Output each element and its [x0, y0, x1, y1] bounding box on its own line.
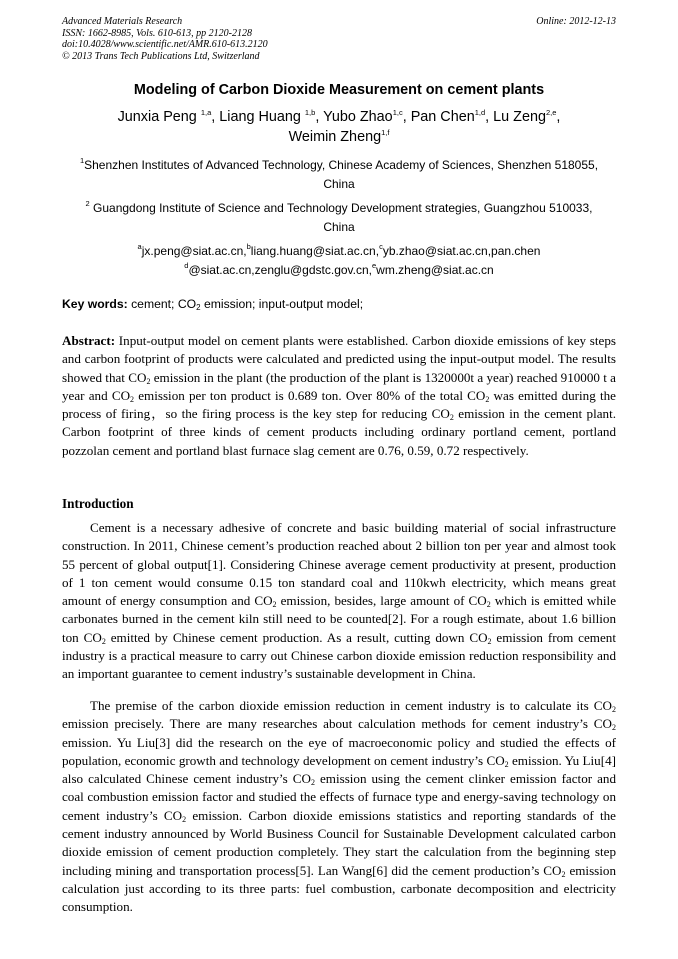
subscript: 2 — [487, 636, 492, 646]
keywords-text: cement; CO — [127, 297, 197, 311]
email-superscript: d — [184, 260, 189, 270]
author-name: Yubo Zhao — [323, 109, 393, 125]
online-date: Online: 2012-12-13 — [536, 16, 616, 27]
author-name: Liang Huang — [219, 109, 301, 125]
journal-header — [62, 16, 616, 62]
email-superscript: c — [379, 242, 383, 251]
keywords — [62, 297, 616, 311]
abstract-text: was emitted during the process of firing，so the firing process is the key step for reducing CO — [62, 387, 616, 422]
affiliation-superscript: 1 — [79, 156, 85, 165]
email-superscript: e — [372, 260, 377, 270]
author-superscript: 1,f — [381, 128, 390, 137]
paragraph-text: emitted by Chinese cement production. As a result, cutting down CO — [105, 629, 488, 645]
subscript: 2 — [146, 376, 151, 386]
email-e[interactable]: wm.zheng@siat.ac.cn — [376, 262, 494, 277]
subscript: 2 — [561, 869, 566, 879]
paragraph-text: emission calculation just according to its three parts: fuel combustion, carbonate decomposition and electricity consumption. — [62, 862, 616, 915]
abstract-text: emission in the plant (the production of the plant is 1320000t a year) reached 910000 t a year and CO — [62, 369, 616, 403]
affiliation-superscript: 2 — [85, 199, 90, 208]
email-c[interactable]: yb.zhao@siat.ac.cn,pan.chen — [382, 244, 541, 258]
affiliation-country: China — [323, 176, 355, 191]
abstract-text: emission per ton product is 0.689 ton. Over 80% of the total CO — [134, 387, 486, 403]
subscript: 2 — [196, 303, 201, 312]
affiliation-country: China — [323, 219, 355, 234]
author-superscript: 2,e — [545, 108, 557, 117]
doi-line: doi:10.4028/www.scientific.net/AMR.610-613.2120 — [62, 39, 268, 50]
paragraph-text: The premise of the carbon dioxide emission reduction in cement industry is to calculate its CO — [90, 698, 612, 713]
abstract — [62, 332, 616, 460]
affiliation-text: Shenzhen Institutes of Advanced Technology, Chinese Academy of Sciences, Shenzhen 518055, — [84, 158, 599, 172]
subscript: 2 — [130, 394, 135, 404]
keywords-text: emission; input-output model; — [200, 297, 364, 311]
keywords-label: Key words: — [62, 297, 128, 311]
subscript: 2 — [504, 759, 509, 769]
subscript: 2 — [182, 814, 187, 824]
subscript: 2 — [612, 705, 616, 714]
author-name: Pan Chen — [410, 109, 475, 125]
abstract-text: emission in the cement plant. Carbon footprint of three kinds of cement products including ordinary portland cement, portland pozzolan cement and portland blast furnace slag cement are 0.76, 0.59, 0.72 respectively. — [62, 406, 616, 458]
subscript: 2 — [310, 778, 315, 788]
subscript: 2 — [272, 600, 277, 610]
subscript: 2 — [101, 636, 106, 646]
paragraph-text: emission from cement industry is a practical measure to carry out Chinese carbon dioxide emission reduction responsibility and an important guarantee to cement industry’s sustainable development in China. — [62, 629, 616, 682]
author-superscript: 1,d — [474, 108, 486, 117]
paragraph-text: emission. Yu Liu[3] did the research on the eye of macroeconomic policy and studied the effects of population, economic growth and technology development on cement industry’s CO — [62, 734, 616, 768]
subscript: 2 — [612, 723, 616, 733]
email-superscript: a — [137, 242, 142, 251]
paragraph-text: emission. Carbon dioxide emissions statistics and reporting standards of the cement industry announced by World Business Council for Sustainable Development calculated carbon dioxide emission of cement production completely. They start the calculation from the beginning step including mining and transportation process[5]. Lan Wang[6] did the cement production’s CO — [62, 807, 616, 878]
email-block — [62, 242, 616, 279]
paragraph-text: emission precisely. There are many researches about calculation methods for cement industry’s CO — [62, 716, 612, 732]
issn-line: ISSN: 1662-8985, Vols. 610-613, pp 2120-2128 — [62, 27, 252, 39]
author-superscript: 1,a — [200, 108, 212, 117]
affiliation-2 — [62, 199, 616, 236]
intro-paragraph-1 — [62, 519, 616, 684]
author-list: Junxia Peng $^{1,a}$, Liang Huang $^{1,b}$, Yubo Zhao$^{1,c}$, Pan Chen$^{1,d}$, Lu Zeng$^{2,e}$, Weimin Zheng$^{1,f}$ — [117, 108, 561, 145]
subscript: 2 — [449, 413, 454, 423]
email-b[interactable]: liang.huang@siat.ac.cn, — [250, 244, 380, 258]
email-a[interactable]: jx.peng@siat.ac.cn, — [141, 244, 247, 258]
author-superscript: 1,c — [392, 108, 403, 117]
email-superscript: b — [246, 242, 251, 251]
abstract-text: Input-output model on cement plants were established. Carbon dioxide emissions of key steps and carbon footprint of products were calculated and predicted using the input-output model. The results showed that CO — [62, 333, 616, 385]
paragraph-text: emission. Yu Liu[4] also calculated Chinese cement industry’s CO — [62, 752, 616, 787]
author-name: Junxia Peng — [117, 109, 197, 125]
paper-title: Modeling of Carbon Dioxide Measurement on cement plants — [133, 82, 545, 98]
email-d[interactable]: @siat.ac.cn,zenglu@gdstc.gov.cn, — [188, 262, 372, 277]
author-name: Weimin Zheng — [288, 129, 382, 145]
author-name: Lu Zeng — [493, 109, 546, 125]
affiliation-text: Guangdong Institute of Science and Technology Development strategies, Guangzhou 510033, — [93, 201, 593, 215]
subscript: 2 — [486, 600, 491, 610]
paragraph-text: which is emitted while carbonates burned in the cement kiln still need to be counted[2]. For a rough estimate, about 1.6 billion ton CO — [62, 593, 617, 645]
paragraph-text: emission, besides, large amount of CO — [276, 593, 487, 609]
paragraph-text: Cement is a necessary adhesive of concrete and basic building material of social infrastructure construction. In 2011, Chinese cement’s production reached about 2 billion ton per year and almost took 55 percent of global output[1]. Considering Chinese average cement productivity at present, production of 1 ton cement would consume 0.15 ton standard coal and 110kwh electricity, which means great amount of energy consumption and CO — [62, 520, 616, 609]
section-heading-introduction: Introduction — [62, 496, 134, 511]
paragraph-text: emission using the cement clinker emission factor and coal combustion emission factor and studied the effects of furnace type and energy-saving technology on cement industry’s CO — [62, 771, 617, 823]
copyright-line: © 2013 Trans Tech Publications Ltd, Switzerland — [62, 50, 260, 62]
affiliation-1 — [62, 156, 616, 193]
intro-paragraph-2 — [62, 697, 616, 917]
journal-name: Advanced Materials Research — [62, 16, 183, 27]
abstract-label: Abstract: — [62, 333, 116, 348]
subscript: 2 — [485, 394, 490, 404]
author-superscript: 1,b — [304, 108, 316, 117]
